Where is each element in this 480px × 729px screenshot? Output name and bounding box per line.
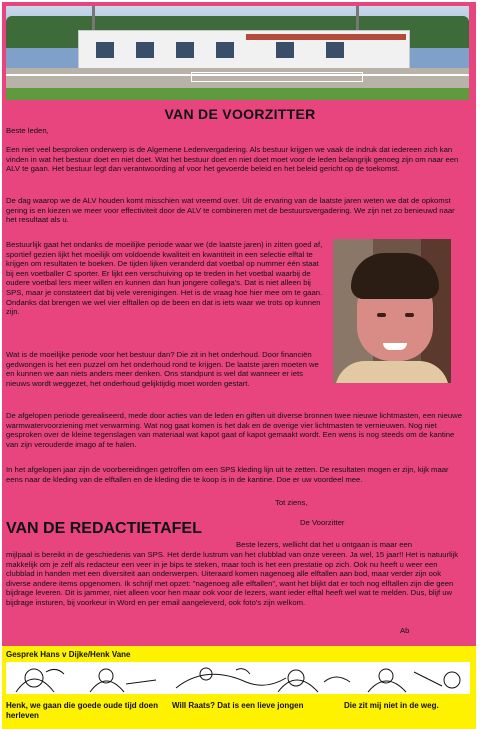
photo-window	[216, 42, 234, 58]
photo-window	[136, 42, 154, 58]
photo-roof	[246, 34, 406, 40]
caption-2: Will Raats? Dat is een lieve jongen	[172, 701, 304, 710]
section-title-voorzitter: VAN DE VOORZITTER	[164, 106, 316, 122]
chairman-photo	[333, 239, 451, 383]
redactie-intro: Beste lezers, wellicht dat het u ontgaan is maar een	[236, 540, 413, 549]
paragraph-2: De dag waarop we de ALV houden komt misschien wat vreemd over. Uit de ervaring van de laatste jaren weten we dat de opkomst gering is en kiezen we meer voor effectiviteit door de ALV te combineren met de bestuursvergadering. We zijn net zo benieuwd naar het resultaat als u.	[6, 196, 455, 225]
paragraph-4: Wat is de moeilijke periode voor het bestuur dan? Die zit in het onderhoud. Door financiën gedwongen is het een puzzel om het onderhoud rond te krijgen. De laatste jaren moeten we en kunnen we aan niets anders meer denken. Ons standpunt is wel dat wanneer er iets nieuws wordt weggezet, het onderhoud gelijktijdig moet worden gestart.	[6, 350, 319, 388]
photo-shoulders	[335, 361, 449, 383]
photo-window	[176, 42, 194, 58]
section-title-redactie: VAN DE REDACTIETAFEL	[6, 520, 202, 537]
photo-fence-frame	[191, 72, 363, 82]
photo-eye	[405, 313, 414, 317]
photo-eye	[377, 313, 386, 317]
cartoon-drawing	[6, 662, 470, 694]
photo-grass	[6, 88, 469, 100]
sign-off: Tot ziens,	[275, 498, 308, 507]
signature: De Voorzitter	[300, 518, 345, 527]
paragraph-6: In het afgelopen jaar zijn de voorbereidingen getroffen om een SPS kleding lijn uit te zetten. De resultaten mogen er zijn, kijk maar eens naar de kleding van de elftallen en de kleding die te koop is in de kantine. Doe er uw voordeel mee.	[6, 465, 449, 484]
greeting: Beste leden,	[6, 126, 49, 135]
redactie-body: mijlpaal is bereikt in de geschiedenis van SPS. Het derde lustrum van het clubblad van onze vereen. Ja wel, 15 jaar!! Het is natuurlijk makkelijk om je zelf als redacteur een veer in je bips te steken, maar toch is het een prestatie op zich. Ook nu heeft u weer een clubblad in handen met een diversiteit aan onderwerpen. Uiteraard komen nagenoeg alle elftallen aan bod, maar verder zijn ook diverse andere items opgenomen. Ik schrijf met opzet: "nagenoeg alle elftallen", want het blijkt dat er toch nog elftallen zijn die geen bijdrage leveren. Dit is jammer, niet alleen voor hen maar ook voor de lezers, want ieder elftal heeft wel wat te melden. Dus, blijf uw bijdrage insturen, bij voorkeur in Word en per email aangeleverd, ook foto's zijn welkom.	[6, 550, 459, 607]
editor-initials: Ab	[400, 626, 410, 635]
paragraph-1: Een niet veel besproken onderwerp is de Algemene Ledenvergadering. Als bestuur krijgen we vaak de indruk dat iedereen zich kan vinden in wat het bestuur doet en niet doet. Wat het bestuur doet en niet doet moet voor de leden belangrijk genoeg zijn om naar een ALV te gaan. Het bestuur legt dan verantwoording af voor het gevoerde beleid en het beleid gericht op de toekomst.	[6, 145, 459, 174]
photo-mouth	[383, 343, 407, 350]
photo-window	[326, 42, 344, 58]
paragraph-5: De afgelopen periode gerealiseerd, mede door acties van de leden en giften uit diverse bronnen twee nieuwe lichtmasten, een nieuwe warmwatervoorziening met verwarming. Wat nog gaat komen is het dak en de overige vier lichtmasten te vernieuwen. Nog niet gesproken over de kleine tegenslagen van materiaal wat kapot gaat of kapot gemaakt wordt. Een wens is nog steeds om de kantine van zijn verouderde imago af te halen.	[6, 411, 462, 449]
photo-window	[276, 42, 294, 58]
paragraph-3: Bestuurlijk gaat het ondanks de moeilijke periode waar we (de laatste jaren) in zitten goed af, sportief gezien lijkt het moeilijk om voldoende kwaliteit en kwantiteit in een selectie elftal te krijgen om resultaten te boeken. De tijden lijken veranderd dat voetbal op nummer één staat bij een voetballer C sporter. Er lijkt een verschuiving op te treden in het voetbal waarbij de oudere voetbal lers meer willen en kunnen dan hun jongere collega's. Dat is niet alleen bij SPS, maar je constateert dat bij vele verenigingen. Het is de vraag hoe hier mee om te gaan. Ondanks dat brengen we wel vier elftallen op de been en dat is iets waar we trots op kunnen zijn.	[6, 240, 323, 317]
photo-window	[96, 42, 114, 58]
photo-hair	[351, 253, 439, 299]
clubhouse-photo	[6, 6, 469, 100]
caption-1: Henk, we gaan die goede oude tijd doen herleven	[6, 701, 159, 720]
interview-label: Gesprek Hans v Dijke/Henk Vane	[6, 650, 131, 659]
caption-3: Die zit mij niet in de weg.	[344, 701, 439, 710]
cartoon-strip	[6, 662, 470, 694]
